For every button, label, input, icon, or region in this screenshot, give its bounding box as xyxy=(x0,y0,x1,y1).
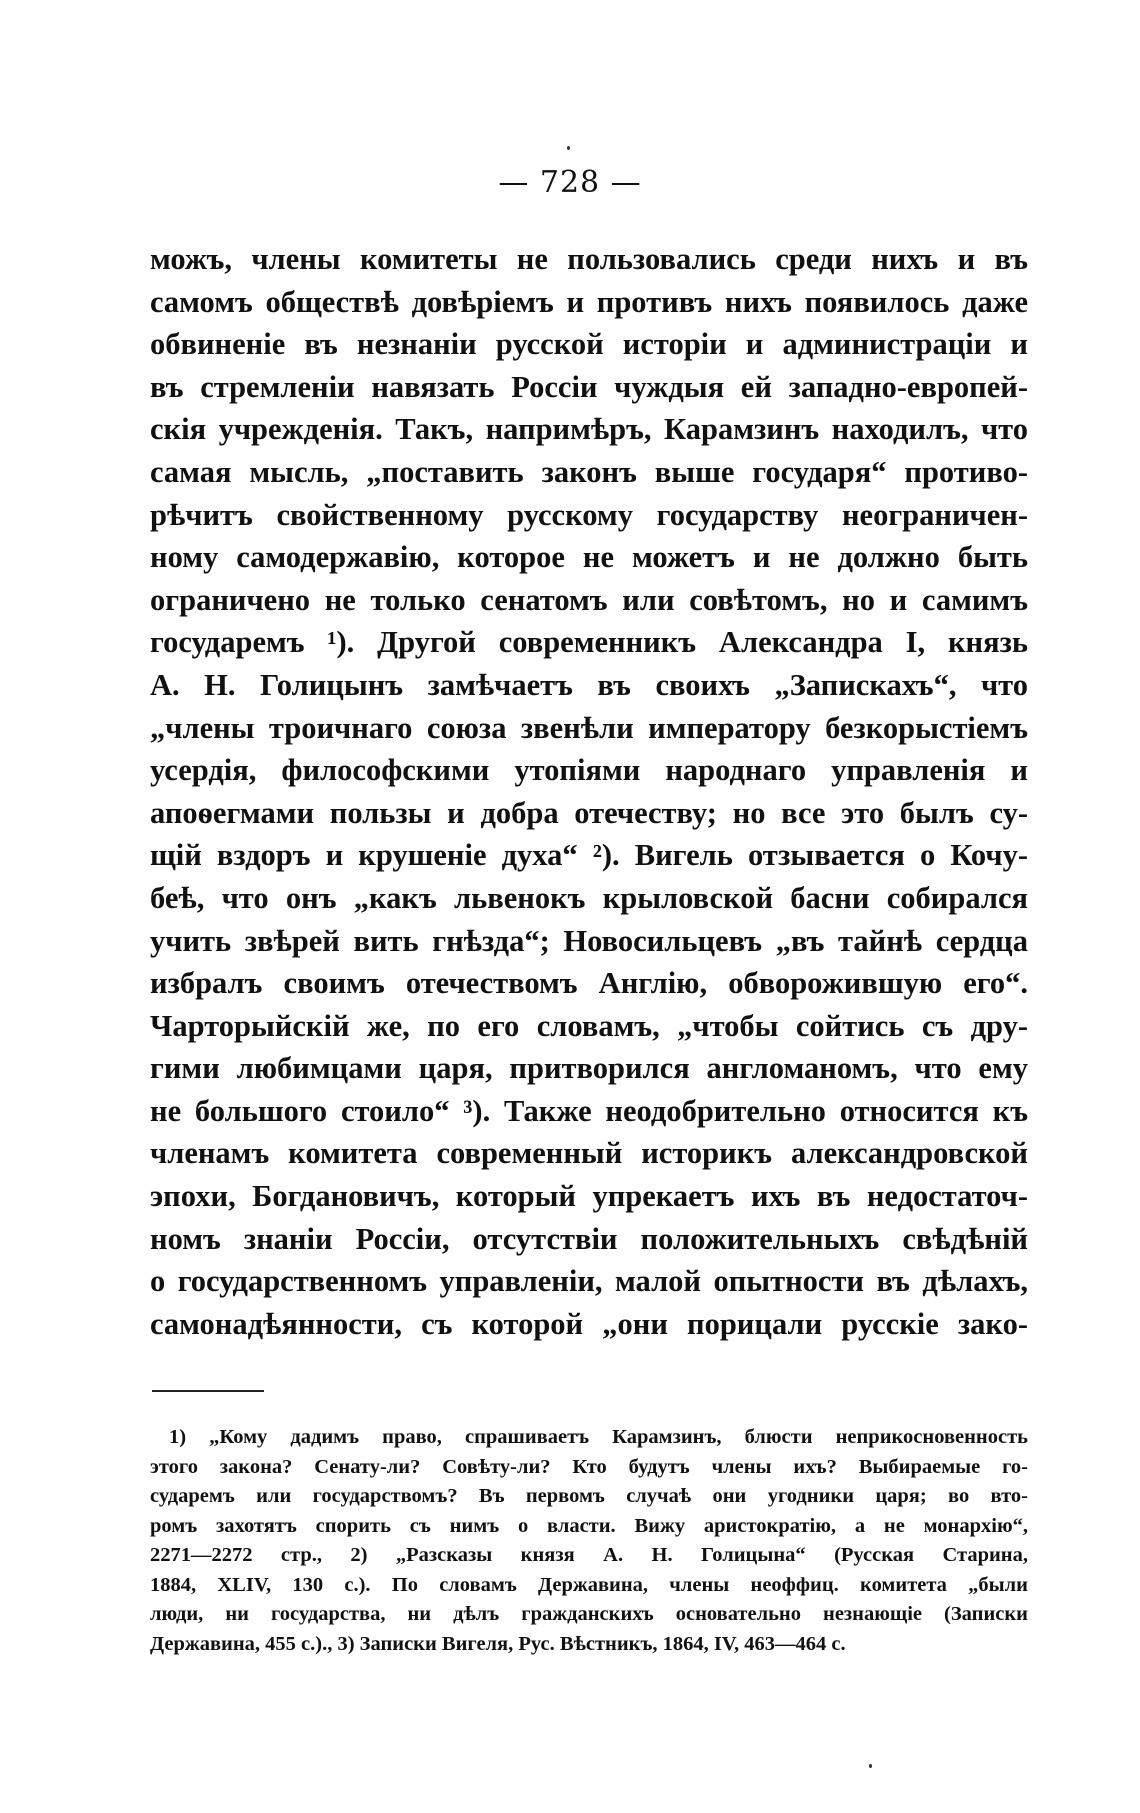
footnote-line: Державина, 455 с.)., 3) Записки Вигеля, Рус. Вѣстникъ, 1864, IV, 463—464 с. xyxy=(150,1632,846,1655)
text-line: самомъ обществѣ довѣріемъ и противъ нихъ появилось даже xyxy=(150,284,1028,319)
footnote-separator xyxy=(152,1390,264,1392)
footnote-line: 1884, XLIV, 130 с.). По словамъ Державина, члены неоффиц. комитета „были xyxy=(150,1573,1028,1596)
text-line: скія учрежденія. Такъ, напримѣръ, Карамзинъ находилъ, что xyxy=(150,412,1028,447)
text-line: государемъ ¹). Другой современникъ Александра I, князь xyxy=(150,625,1028,660)
footnote-line: 1) „Кому дадимъ право, спрашиваетъ Карамзинъ, блюсти неприкосновенность xyxy=(169,1426,1028,1448)
text-line: членамъ комитета современный историкъ александровской xyxy=(150,1136,1028,1171)
text-line: „члены троичнаго союза звенѣли императору безкорыстіемъ xyxy=(150,710,1028,745)
footnote-line: ромъ захотятъ спорить съ нимъ о власти. Вижу аристократію, а не монархію“, xyxy=(150,1514,1028,1537)
print-speck xyxy=(869,1764,872,1768)
footnote-line: люди, ни государства, ни дѣлъ гражданскихъ основательно незнающіе (Записки xyxy=(150,1603,1028,1625)
text-line: усердія, философскими утопіями народнаго управленія и xyxy=(150,753,1028,788)
text-line: въ стремленіи навязать Россіи чуждыя ей западно-европей- xyxy=(150,369,1028,404)
text-line: самонадѣянности, съ которой „они порицали русскіе зако- xyxy=(150,1306,1028,1341)
text-line: эпохи, Богдановичъ, который упрекаетъ ихъ въ недостаточ- xyxy=(150,1179,1028,1214)
text-line: самая мысль, „поставить законъ выше государя“ противо- xyxy=(150,454,1028,489)
text-line: обвиненіе въ незнаніи русской исторіи и администраціи и xyxy=(150,327,1028,362)
text-line: А. Н. Голицынъ замѣчаетъ въ своихъ „Запискахъ“, что xyxy=(150,667,1028,702)
text-line: избралъ своимъ отечествомъ Англію, обворожившую его“. xyxy=(150,966,1028,1001)
text-line: ному самодержавію, которое не можетъ и не должно быть xyxy=(150,540,1028,575)
text-line: беѣ, что онъ „какъ львенокъ крыловской басни собирался xyxy=(150,880,1028,915)
text-line: щій вздоръ и крушеніе духа“ ²). Вигель отзывается о Кочу- xyxy=(150,838,1028,873)
print-speck xyxy=(567,146,570,150)
footnotes xyxy=(150,1423,1028,1659)
text-line: номъ знаніи Россіи, отсутствіи положительныхъ свѣдѣній xyxy=(150,1221,1028,1256)
text-line: гими любимцами царя, притворился англоманомъ, что ему xyxy=(150,1051,1028,1086)
text-line: Чарторыйскій же, по его словамъ, „чтобы сойтись съ дру- xyxy=(150,1008,1028,1043)
text-line: о государственномъ управленіи, малой опытности въ дѣлахъ, xyxy=(150,1264,1028,1299)
footnote-line: сударемъ или государствомъ? Въ первомъ случаѣ они угодники царя; во вто- xyxy=(150,1485,1028,1507)
text-line: можъ, члены комитеты не пользовались среди нихъ и въ xyxy=(150,242,1028,276)
footnote-line: 2271—2272 стр., 2) „Разсказы князя А. Н. Голицына“ (Русская Старина, xyxy=(150,1544,1028,1566)
page-number: — 728 — xyxy=(498,165,642,200)
text-line: рѣчитъ свойственному русскому государству неограничен- xyxy=(150,497,1028,532)
footnote-line: этого закона? Сенату-ли? Совѣту-ли? Кто будутъ члены ихъ? Выбираемые го- xyxy=(150,1455,1028,1478)
text-line: ограничено не только сенатомъ или совѣтомъ, но и самимъ xyxy=(150,582,1028,617)
main-text xyxy=(150,238,1028,1345)
text-line: апоѳегмами пользы и добра отечеству; но все это былъ су- xyxy=(150,795,1028,830)
text-line: учить звѣрей вить гнѣзда“; Новосильцевъ „въ тайнѣ сердца xyxy=(150,923,1028,958)
text-line: не большого стоило“ ³). Также неодобрительно относится къ xyxy=(150,1093,1028,1128)
